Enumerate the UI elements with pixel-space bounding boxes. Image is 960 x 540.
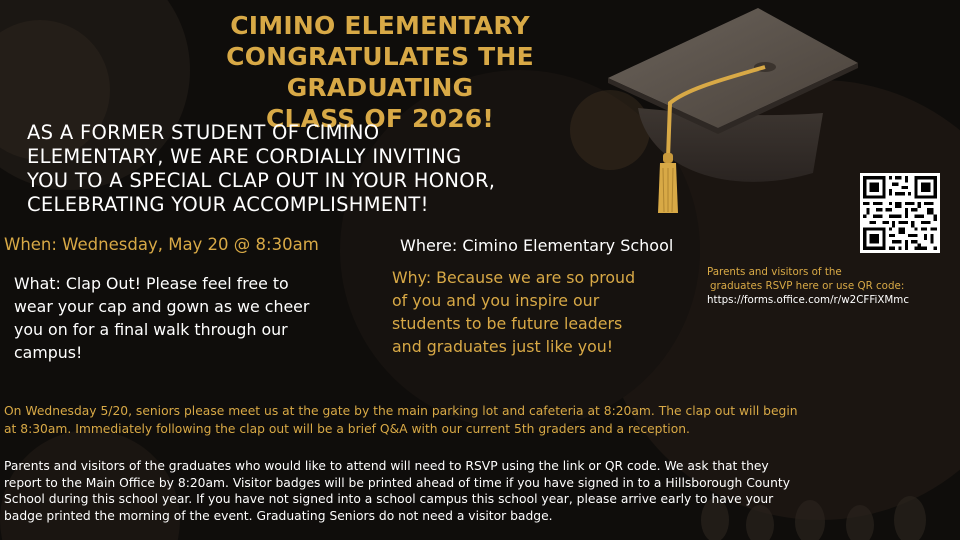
why-line: students to be future leaders bbox=[392, 314, 623, 333]
senior-instructions bbox=[4, 402, 960, 438]
rsvp-line: graduates RSVP here or use QR code: bbox=[710, 280, 905, 292]
invitation-text bbox=[27, 121, 647, 217]
invitation-line: ELEMENTARY, WE ARE CORDIALLY INVITING bbox=[27, 145, 462, 168]
why-line: Why: Because we are so proud bbox=[392, 268, 636, 287]
event-what bbox=[14, 272, 394, 364]
paragraph-line: badge printed the morning of the event. Graduating Seniors do not need a visitor badge. bbox=[4, 508, 553, 523]
what-line: campus! bbox=[14, 343, 83, 362]
what-line: What: Clap Out! Please feel free to bbox=[14, 274, 289, 293]
paragraph-line: School during this school year. If you have not signed into a school campus this school year, please arrive early to have your bbox=[4, 492, 774, 506]
paragraph-line: Parents and visitors of the graduates who would like to attend will need to RSVP using the link or QR code. We ask that they bbox=[4, 459, 769, 473]
rsvp-link[interactable]: https://forms.office.com/r/w2CFFiXMmc bbox=[707, 294, 909, 306]
invitation-line: YOU TO A SPECIAL CLAP OUT IN YOUR HONOR, bbox=[27, 169, 496, 192]
what-line: wear your cap and gown as we cheer bbox=[14, 297, 310, 316]
event-when: When: Wednesday, May 20 @ 8:30am bbox=[4, 235, 319, 254]
rsvp-info bbox=[707, 265, 960, 307]
event-where: Where: Cimino Elementary School bbox=[400, 236, 674, 255]
invitation-line: AS A FORMER STUDENT OF CIMINO bbox=[27, 121, 380, 144]
qr-code[interactable] bbox=[860, 173, 940, 253]
why-line: of you and you inspire our bbox=[392, 291, 600, 310]
invitation-line: CELEBRATING YOUR ACCOMPLISHMENT! bbox=[27, 193, 429, 216]
headline-line: CONGRATULATES THE GRADUATING bbox=[226, 42, 534, 102]
event-why bbox=[392, 266, 692, 358]
headline-line: CLASS OF 2026! bbox=[265, 104, 495, 133]
rsvp-line: Parents and visitors of the bbox=[707, 266, 842, 278]
headline-line: CIMINO ELEMENTARY bbox=[230, 11, 530, 40]
what-line: you on for a final walk through our bbox=[14, 320, 288, 339]
paragraph-line: On Wednesday 5/20, seniors please meet us at the gate by the main parking lot and cafeteria at 8:20am. The clap out will begin bbox=[4, 404, 798, 418]
visitor-instructions bbox=[4, 458, 960, 524]
event-headline bbox=[150, 10, 610, 134]
why-line: and graduates just like you! bbox=[392, 337, 614, 356]
paragraph-line: report to the Main Office by 8:20am. Visitor badges will be printed ahead of time if you have signed in to a Hillsborough County bbox=[4, 475, 790, 490]
paragraph-line: at 8:30am. Immediately following the clap out will be a brief Q&A with our current 5th graders and a reception. bbox=[4, 422, 690, 436]
